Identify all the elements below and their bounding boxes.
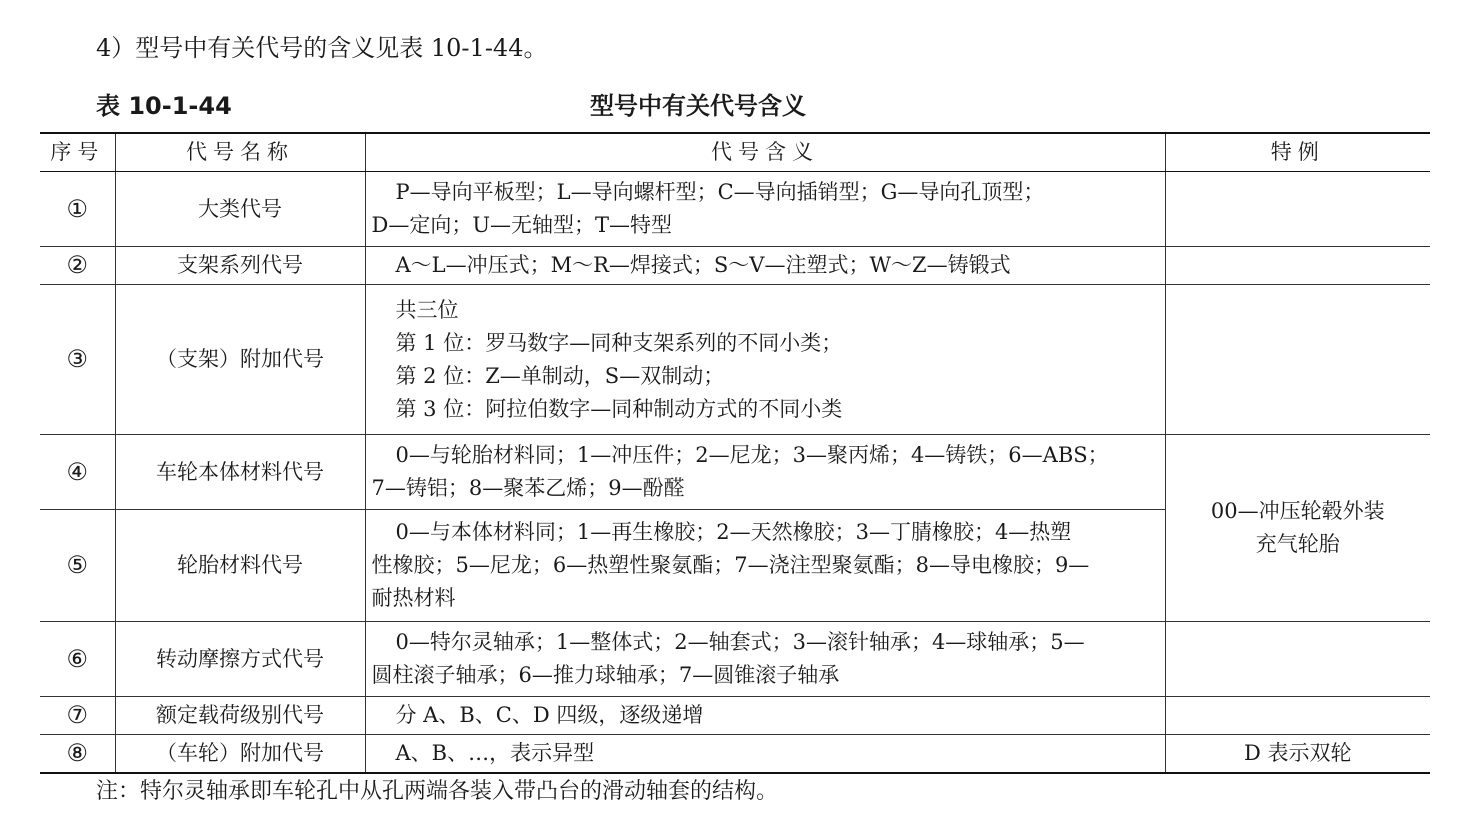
code-name: 额定载荷级别代号	[115, 697, 365, 735]
code-meaning	[365, 510, 1165, 622]
special-case	[1165, 285, 1430, 435]
code-meaning	[365, 697, 1165, 735]
code-meaning	[365, 435, 1165, 510]
table-row	[40, 622, 1430, 697]
code-meaning	[365, 172, 1165, 247]
meaning-line: 耐热材料	[371, 586, 456, 610]
header-special: 特例	[1165, 133, 1430, 172]
special-case	[1165, 622, 1430, 697]
row-number: ④	[40, 435, 115, 510]
table-row	[40, 285, 1430, 435]
row-number: ②	[40, 247, 115, 285]
intro-text: 4）型号中有关代号的含义见表 10-1-44。	[96, 34, 548, 62]
code-name: （支架）附加代号	[115, 285, 365, 435]
meaning-line: 第 3 位：阿拉伯数字—同种制动方式的不同小类	[395, 396, 843, 421]
header-no: 序号	[40, 133, 115, 172]
meaning-line: P—导向平板型；L—导向螺杆型；C—导向插销型；G—导向孔顶型；	[395, 180, 1045, 204]
code-name: 支架系列代号	[115, 247, 365, 285]
meaning-line: 分 A、B、C、D 四级，逐级递增	[395, 703, 704, 727]
table-row	[40, 247, 1430, 285]
meaning-line: 0—与本体材料同；1—再生橡胶；2—天然橡胶；3—丁腈橡胶；4—热塑	[395, 520, 1072, 544]
row-number: ⑧	[40, 735, 115, 773]
code-meaning	[365, 285, 1165, 435]
code-name: （车轮）附加代号	[115, 735, 365, 773]
code-meaning	[365, 247, 1165, 285]
special-case: D 表示双轮	[1165, 735, 1430, 773]
special-case	[1165, 697, 1430, 735]
meaning-line: A～L—冲压式；M～R—焊接式；S～V—注塑式；W～Z—铸锻式	[395, 253, 1011, 277]
special-case	[1165, 172, 1430, 247]
row-number: ⑦	[40, 697, 115, 735]
meaning-line: 共三位	[395, 297, 459, 322]
code-meaning	[365, 622, 1165, 697]
meaning-line: 第 2 位：Z—单制动，S—双制动；	[395, 363, 725, 388]
code-name: 轮胎材料代号	[115, 510, 365, 622]
meaning-line: 圆柱滚子轴承；6—推力球轴承；7—圆锥滚子轴承	[371, 663, 840, 687]
meaning-line: 7—铸铝；8—聚苯乙烯；9—酚醛	[371, 476, 685, 500]
header-name: 代号名称	[115, 133, 365, 172]
code-name: 大类代号	[115, 172, 365, 247]
footnote: 注：特尔灵轴承即车轮孔中从孔两端各装入带凸台的滑动轴套的结构。	[96, 779, 779, 804]
meaning-line: 第 1 位：罗马数字—同种支架系列的不同小类；	[395, 330, 843, 355]
table-number: 表 10-1-44	[96, 92, 232, 120]
code-meaning	[365, 735, 1165, 773]
code-name: 转动摩擦方式代号	[115, 622, 365, 697]
row-number: ①	[40, 172, 115, 247]
table-title: 型号中有关代号含义	[590, 92, 806, 120]
table-row	[40, 435, 1430, 510]
meaning-line: 0—特尔灵轴承；1—整体式；2—轴套式；3—滚针轴承；4—球轴承；5—	[395, 630, 1085, 654]
header-meaning: 代号含义	[365, 133, 1165, 172]
meaning-line: A、B、…，表示异型	[395, 740, 595, 765]
table-row	[40, 697, 1430, 735]
code-name: 车轮本体材料代号	[115, 435, 365, 510]
special-line: 00—冲压轮毂外装	[1210, 499, 1385, 523]
special-case-merged	[1165, 435, 1430, 622]
special-line: 充气轮胎	[1255, 532, 1340, 556]
special-case	[1165, 247, 1430, 285]
table-header-row	[40, 133, 1430, 172]
row-number: ⑥	[40, 622, 115, 697]
meaning-line: 性橡胶；5—尼龙；6—热塑性聚氨酯；7—浇注型聚氨酯；8—导电橡胶；9—	[371, 553, 1090, 577]
code-meaning-table	[40, 132, 1430, 774]
row-number: ③	[40, 285, 115, 435]
meaning-line: D—定向；U—无轴型；T—特型	[371, 213, 673, 237]
table-row	[40, 735, 1430, 773]
meaning-line: 0—与轮胎材料同；1—冲压件；2—尼龙；3—聚丙烯；4—铸铁；6—ABS；	[395, 443, 1109, 467]
table-row	[40, 172, 1430, 247]
row-number: ⑤	[40, 510, 115, 622]
